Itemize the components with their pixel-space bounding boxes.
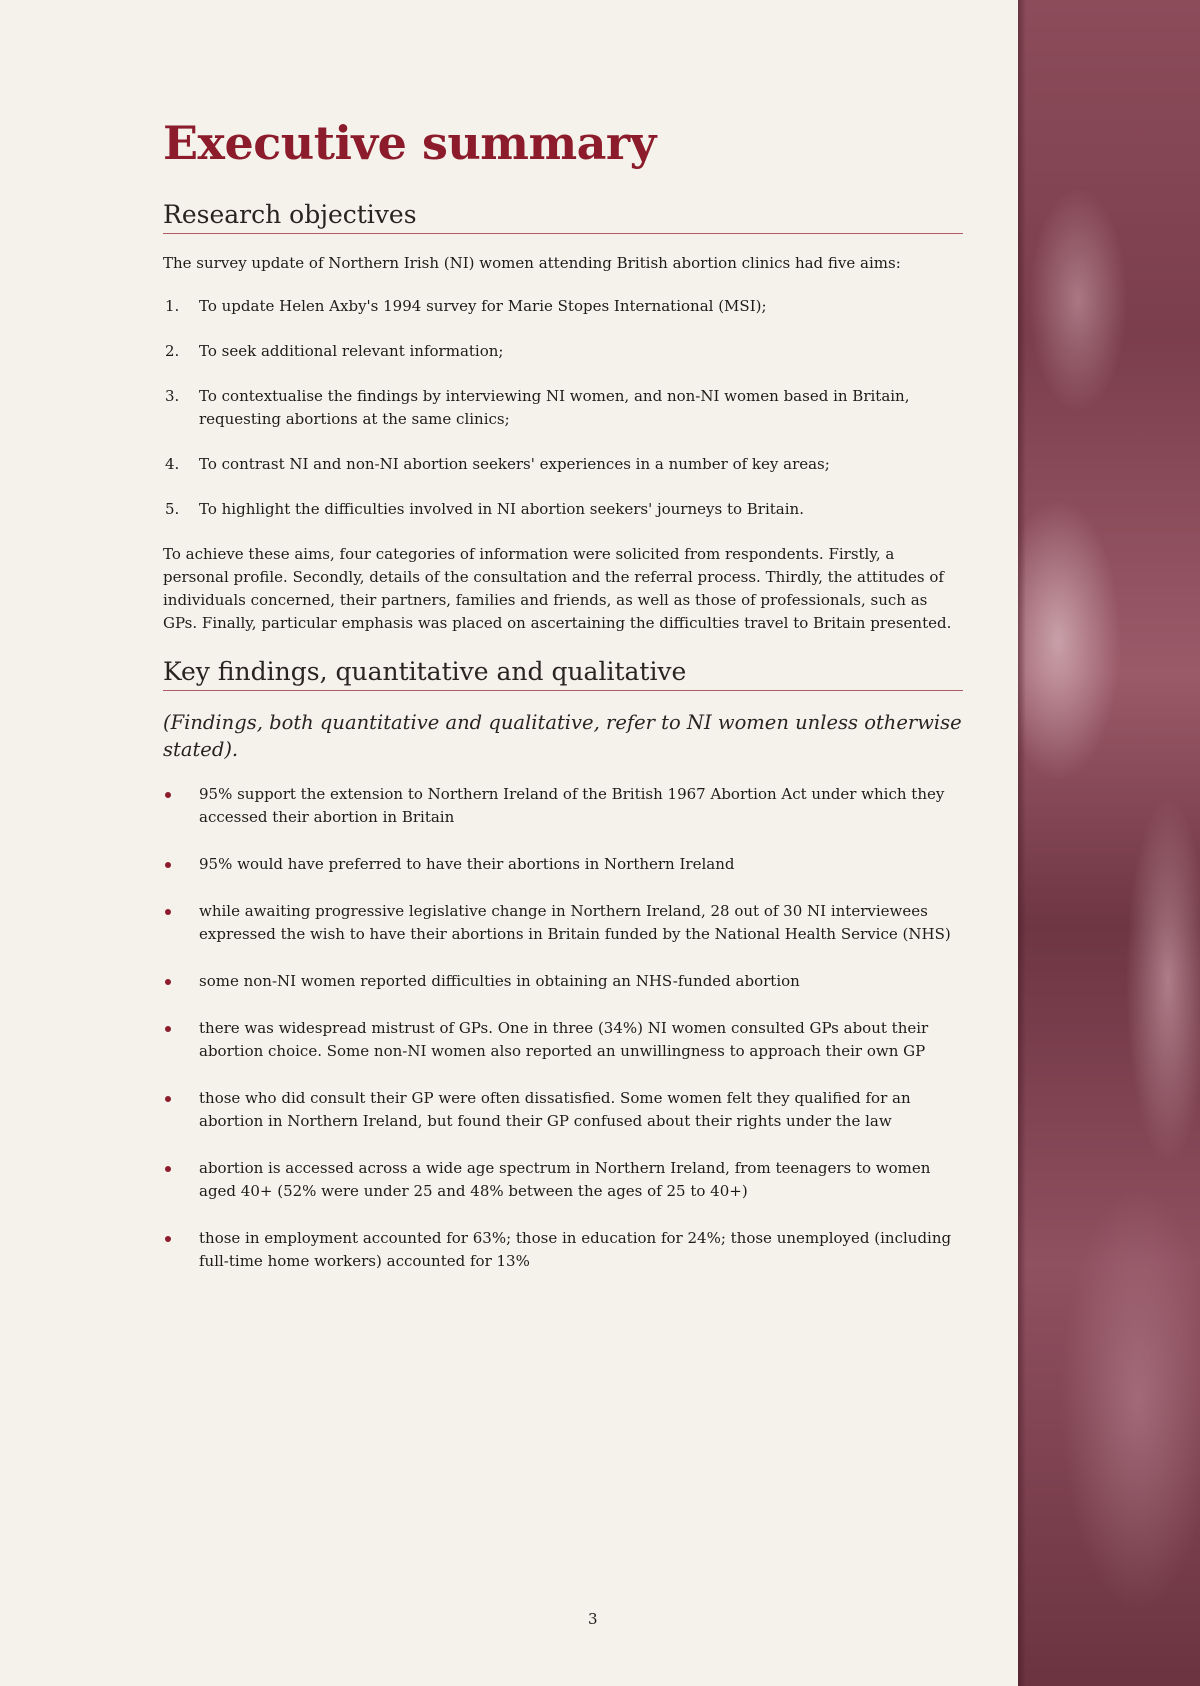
finding-text: there was widespread mistrust of GPs. One in three (34%) NI women consulted GPs about their abortion choice. Some non-NI women also reported an unwillingness to approach their own GP xyxy=(199,1019,929,1060)
content-column xyxy=(163,116,963,1297)
finding-text: abortion is accessed across a wide age spectrum in Northern Ireland, from teenagers to women aged 40+ (52% were under 25 and 48% between the ages of 25 to 40+) xyxy=(199,1159,931,1200)
finding-text: while awaiting progressive legislative change in Northern Ireland, 28 out of 30 NI interviewees expressed the wish to have their abortions in Britain funded by the National Health Service (NHS) xyxy=(199,902,951,943)
aim-number: 3. xyxy=(165,387,180,405)
aim-number: 5. xyxy=(165,500,180,518)
aim-text: To highlight the difficulties involved in NI abortion seekers' journeys to Britain. xyxy=(199,500,804,518)
decorative-photo-strip xyxy=(1018,0,1200,1686)
aim-text: To seek additional relevant information; xyxy=(199,342,504,360)
finding-item xyxy=(163,1157,963,1203)
bullet-icon xyxy=(165,1166,171,1172)
bullet-icon xyxy=(165,979,171,985)
finding-item xyxy=(163,783,963,829)
bullet-icon xyxy=(165,1096,171,1102)
page-title: Executive summary xyxy=(163,116,656,170)
aim-item xyxy=(163,385,963,431)
finding-item xyxy=(163,1087,963,1133)
finding-text: those who did consult their GP were often dissatisfied. Some women felt they qualified for an abortion in Northern Ireland, but found their GP confused about their rights under the law xyxy=(199,1089,911,1130)
finding-item xyxy=(163,853,963,876)
aims-list xyxy=(163,295,963,521)
aim-text: To update Helen Axby's 1994 survey for Marie Stopes International (MSI); xyxy=(199,297,767,315)
section-rule xyxy=(163,233,963,234)
finding-text: 95% would have preferred to have their abortions in Northern Ireland xyxy=(199,855,735,873)
bullet-icon xyxy=(165,792,171,798)
aim-item xyxy=(163,340,963,363)
aim-text: To contrast NI and non-NI abortion seekers' experiences in a number of key areas; xyxy=(199,455,830,473)
bullet-icon xyxy=(165,1236,171,1242)
photo-edge-shadow xyxy=(1018,0,1026,1686)
section-rule xyxy=(163,690,963,691)
intro-paragraph: The survey update of Northern Irish (NI) women attending British abortion clinics had five aims: xyxy=(163,254,901,272)
finding-text: 95% support the extension to Northern Ireland of the British 1967 Abortion Act under which they accessed their abortion in Britain xyxy=(199,785,945,826)
section-heading-research-objectives: Research objectives xyxy=(163,200,417,229)
finding-item xyxy=(163,1017,963,1063)
bullet-icon xyxy=(165,909,171,915)
finding-item xyxy=(163,1227,963,1273)
bullet-icon xyxy=(165,1026,171,1032)
aim-item xyxy=(163,453,963,476)
aim-number: 4. xyxy=(165,455,180,473)
bullet-icon xyxy=(165,862,171,868)
achieve-paragraph: To achieve these aims, four categories of information were solicited from respondents. Firstly, a personal profile. Secondly, details of the consultation and the referral process. Thirdly, the attitudes of individuals concerned, their partners, families and friends, as well as those of professionals, such as GPs. Finally, particular emphasis was placed on ascertaining the difficulties travel to Britain presented. xyxy=(163,545,952,632)
page-number: 3 xyxy=(588,1610,598,1628)
aim-item xyxy=(163,498,963,521)
finding-text: some non-NI women reported difficulties in obtaining an NHS-funded abortion xyxy=(199,972,800,990)
findings-note: (Findings, both quantitative and qualitative, refer to NI women unless otherwise stated). xyxy=(163,711,962,761)
finding-item xyxy=(163,970,963,993)
findings-list xyxy=(163,783,963,1273)
section-heading-key-findings: Key findings, quantitative and qualitative xyxy=(163,657,687,686)
aim-number: 1. xyxy=(165,297,180,315)
aim-item xyxy=(163,295,963,318)
aim-number: 2. xyxy=(165,342,180,360)
finding-item xyxy=(163,900,963,946)
finding-text: those in employment accounted for 63%; those in education for 24%; those unemployed (including full-time home workers) accounted for 13% xyxy=(199,1229,952,1270)
aim-text: To contextualise the findings by interviewing NI women, and non-NI women based in Britain, requesting abortions at the same clinics; xyxy=(199,387,910,428)
